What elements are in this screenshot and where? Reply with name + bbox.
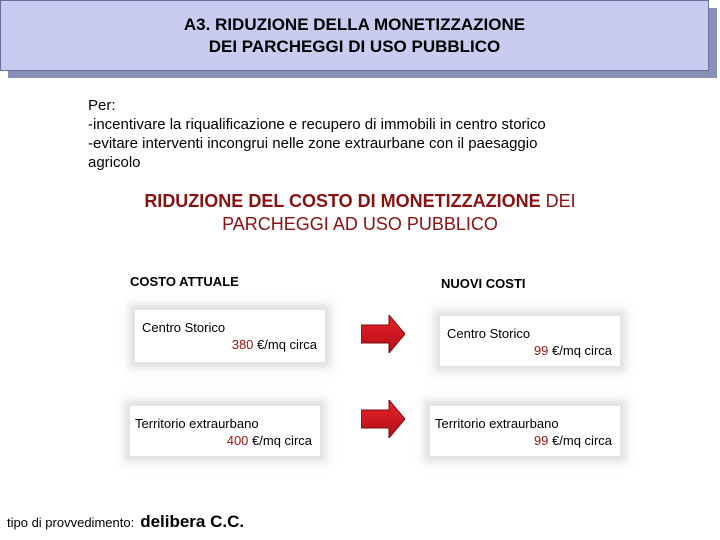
current-cost-territorio-extraurbano xyxy=(130,406,320,456)
new-cost-header: NUOVI COSTI xyxy=(441,276,526,291)
zone-name: Territorio extraurbano xyxy=(435,416,559,431)
price-value: 400 xyxy=(226,433,249,448)
title-banner xyxy=(0,0,709,71)
price-suffix: circa xyxy=(285,337,317,352)
current-cost-centro-storico xyxy=(135,310,325,362)
measure-type-value: delibera C.C. xyxy=(140,512,245,531)
price-unit: €/mq xyxy=(253,337,286,352)
new-cost-centro-storico xyxy=(440,316,620,366)
subtitle-line-2: PARCHEGGI AD USO PUBBLICO xyxy=(222,214,498,234)
section-subtitle xyxy=(90,190,630,236)
footer xyxy=(7,512,244,532)
subtitle-bold: RIDUZIONE DEL COSTO DI MONETIZZAZIONE xyxy=(144,191,541,211)
price-unit: €/mq xyxy=(548,343,581,358)
intro-line: Per: xyxy=(88,97,116,114)
zone-name: Territorio extraurbano xyxy=(135,416,259,431)
price-value: 99 xyxy=(533,433,549,448)
title-line-1: A3. RIDUZIONE DELLA MONETIZZAZIONE xyxy=(183,14,526,34)
intro-text xyxy=(88,96,648,172)
right-arrow-icon xyxy=(361,315,405,353)
price xyxy=(130,432,320,449)
zone-name: Centro Storico xyxy=(447,326,531,341)
price-value: 380 xyxy=(231,337,254,352)
title-line-2: DEI PARCHEGGI DI USO PUBBLICO xyxy=(208,36,501,56)
price-suffix: circa xyxy=(580,343,612,358)
zone-name: Centro Storico xyxy=(142,320,226,335)
price xyxy=(430,432,620,449)
measure-type-label: tipo di provvedimento: xyxy=(7,515,135,530)
price-unit: €/mq xyxy=(548,433,581,448)
price-suffix: circa xyxy=(580,433,612,448)
current-cost-header: COSTO ATTUALE xyxy=(130,274,239,289)
price-value: 99 xyxy=(533,343,549,358)
price xyxy=(135,336,325,353)
price-unit: €/mq xyxy=(248,433,281,448)
new-cost-territorio-extraurbano xyxy=(430,406,620,456)
right-arrow-icon xyxy=(361,400,405,438)
subtitle-normal: DEI xyxy=(540,191,576,211)
price-suffix: circa xyxy=(280,433,312,448)
price xyxy=(440,342,620,359)
intro-line: -evitare interventi incongrui nelle zone extraurbane con il paesaggio xyxy=(88,135,538,152)
intro-line: agricolo xyxy=(88,154,141,171)
intro-line: -incentivare la riqualificazione e recupero di immobili in centro storico xyxy=(88,116,546,133)
